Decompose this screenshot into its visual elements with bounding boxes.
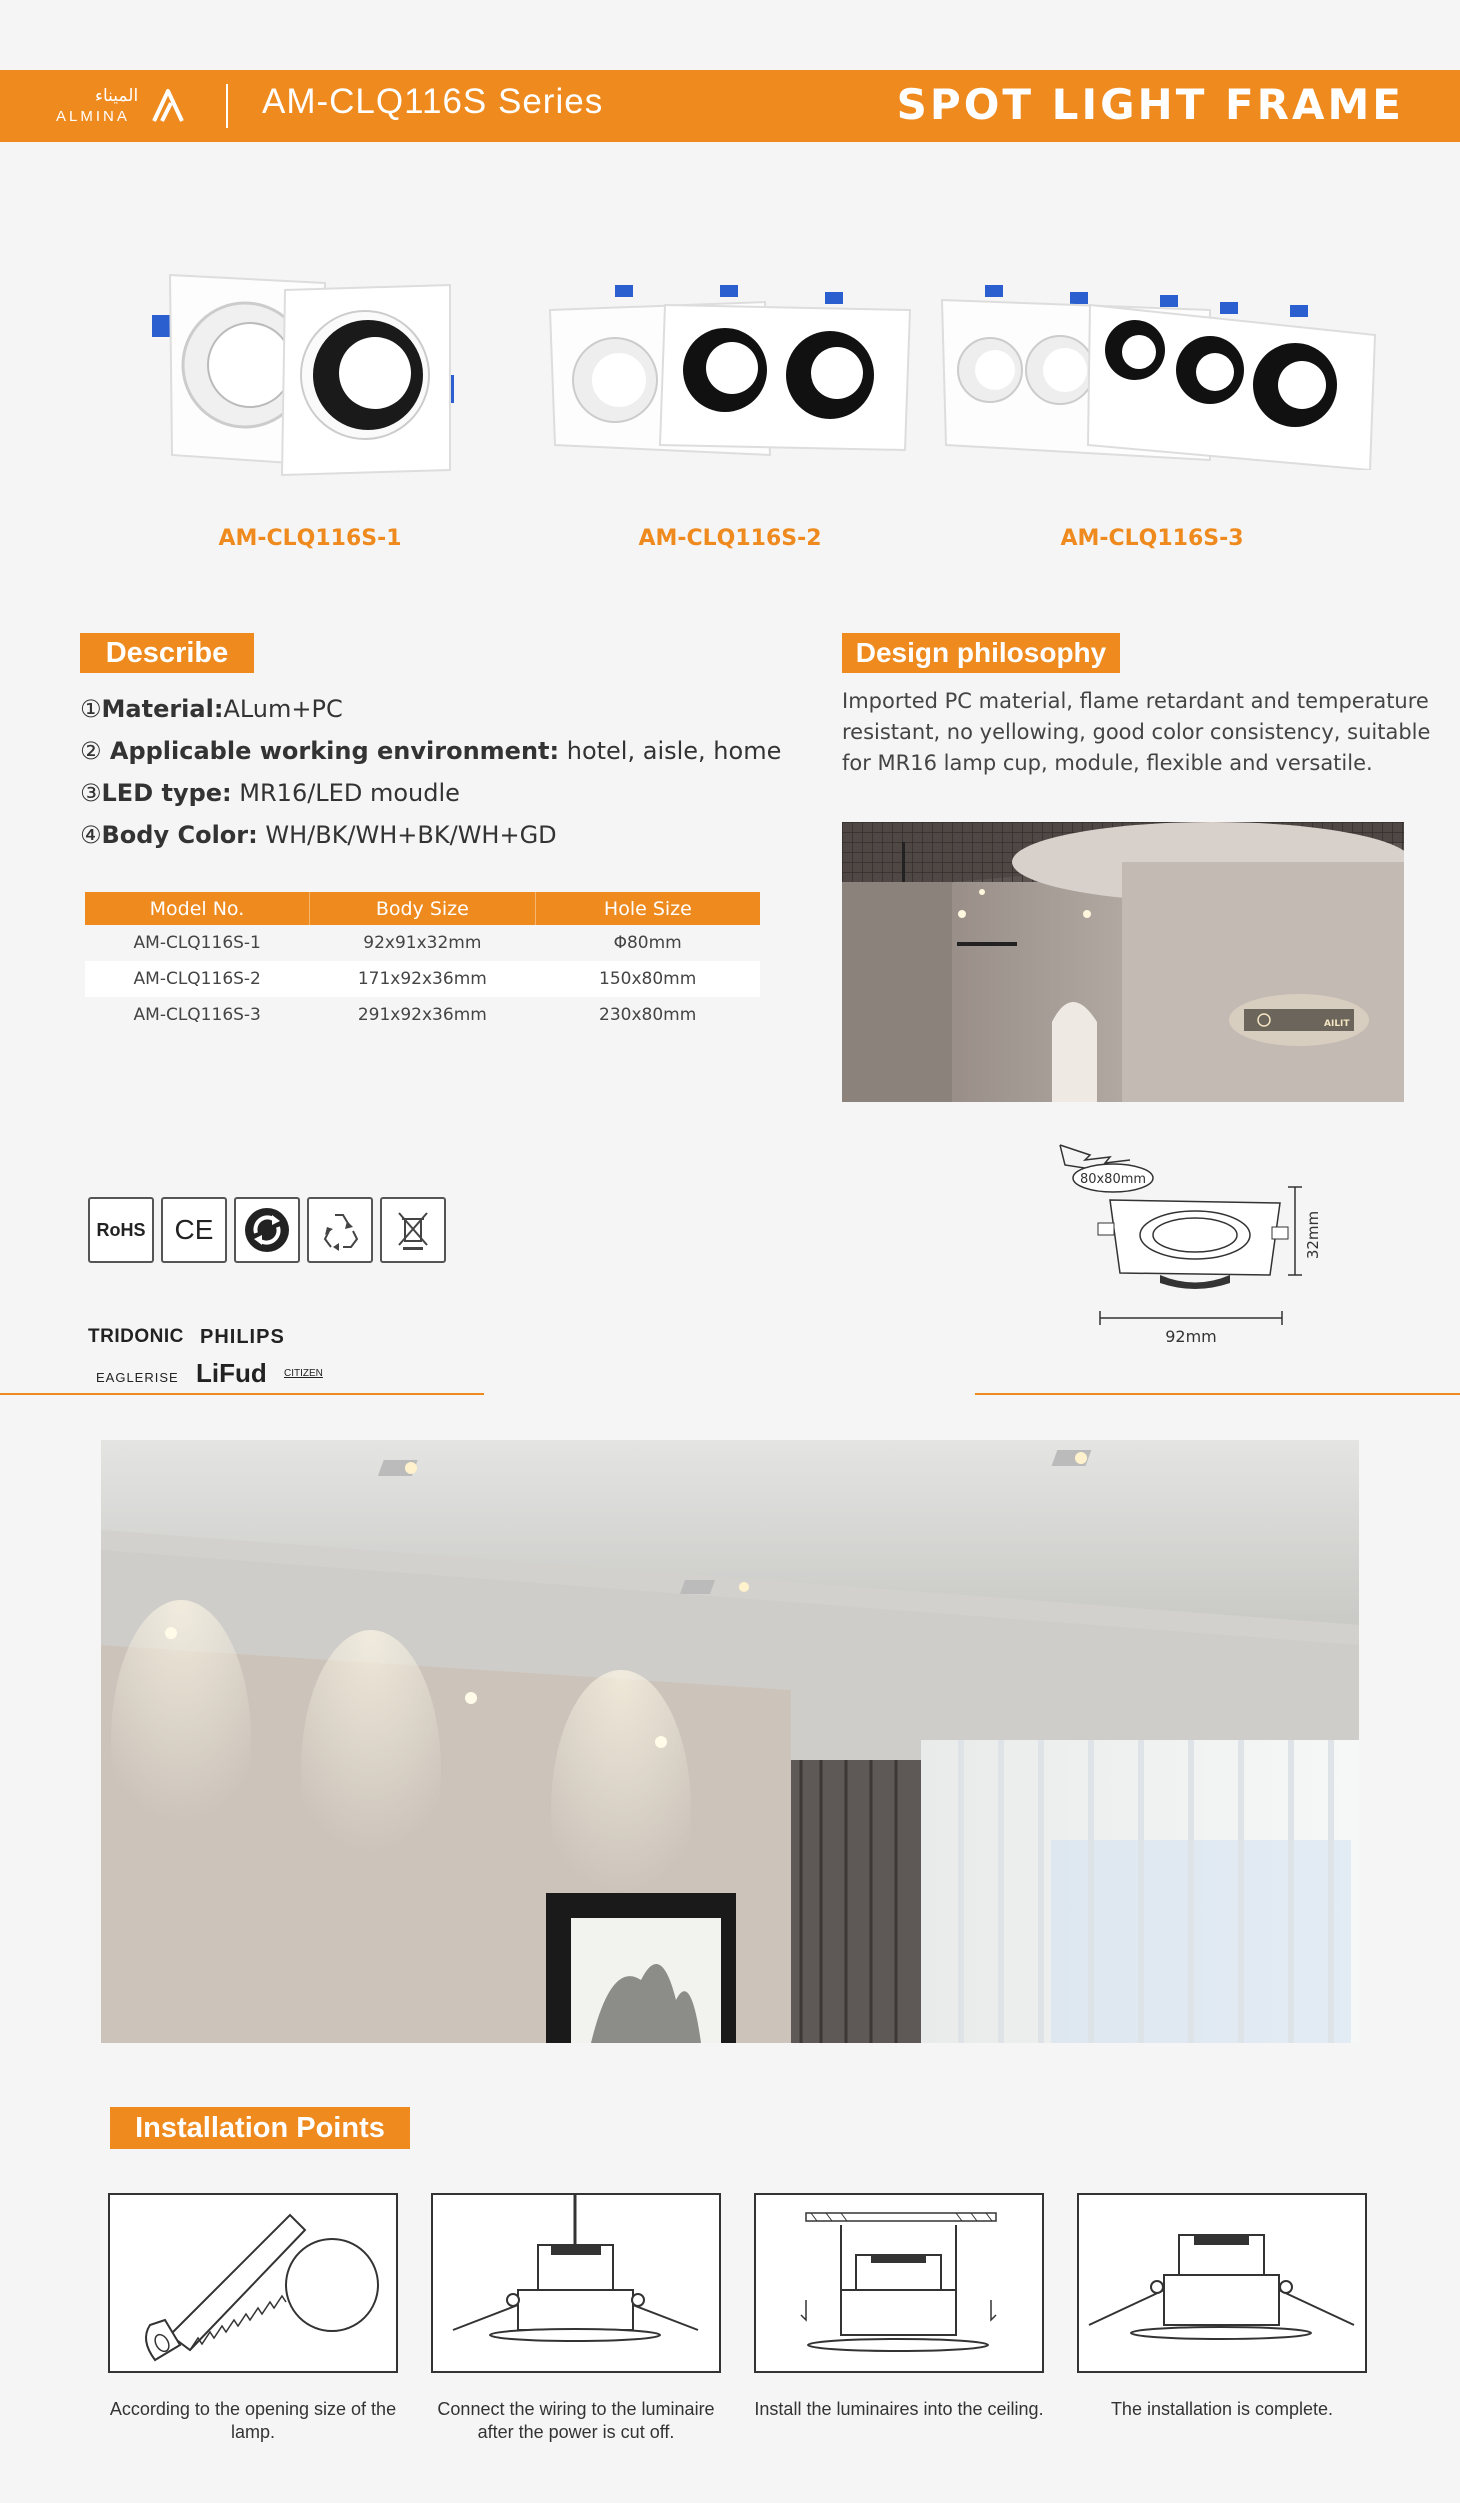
logo-arabic: الميناء bbox=[95, 86, 139, 106]
brand-tridonic: TRIDONIC bbox=[88, 1326, 184, 1347]
product-name: AM-CLQ116S-2 bbox=[638, 526, 822, 551]
brand-philips: PHILIPS bbox=[200, 1326, 285, 1348]
step-3-caption: Install the luminaires into the ceiling. bbox=[754, 2399, 1044, 2419]
divider-left bbox=[0, 1393, 484, 1395]
rohs-icon: RoHS bbox=[88, 1197, 154, 1263]
describe-item: ④Body Color: WH/BK/WH+BK/WH+GD bbox=[80, 821, 557, 849]
table-cell: AM-CLQ116S-1 bbox=[133, 933, 261, 953]
page-title: SPOT LIGHT FRAME bbox=[896, 80, 1404, 129]
table-cell: Φ80mm bbox=[613, 933, 682, 953]
recycle-icon bbox=[307, 1197, 373, 1263]
step-2-caption: Connect the wiring to the luminaire after the power is cut off. bbox=[437, 2399, 715, 2442]
ceiling-install-icon bbox=[756, 2195, 1042, 2371]
design-title: Design philosophy bbox=[842, 633, 1120, 673]
room-photo bbox=[101, 1440, 1359, 2043]
divider-right bbox=[975, 1393, 1460, 1395]
table-row bbox=[85, 925, 760, 961]
step-4-image bbox=[1077, 2193, 1367, 2373]
table-header: Hole Size bbox=[535, 892, 760, 925]
product-image-2 bbox=[545, 280, 915, 460]
product-name: AM-CLQ116S-1 bbox=[218, 526, 402, 551]
installed-icon bbox=[1079, 2195, 1365, 2371]
interior-photo bbox=[842, 822, 1404, 1102]
design-text: Imported PC material, flame retardant and temperature resistant, no yellowing, good color consistency, suitable for MR16 lamp cup, module, flexible and versatile. bbox=[842, 689, 1431, 775]
describe-title: Describe bbox=[80, 633, 254, 673]
product-image-3 bbox=[940, 280, 1380, 470]
installation-title: Installation Points bbox=[110, 2107, 410, 2149]
table-cell: 171x92x36mm bbox=[309, 961, 535, 997]
wiring-icon bbox=[433, 2195, 719, 2371]
table-cell: 92x91x32mm bbox=[363, 933, 482, 953]
table-header-row bbox=[85, 892, 760, 925]
product-image-1 bbox=[150, 265, 470, 505]
step-3-image bbox=[754, 2193, 1044, 2373]
ce-icon: CE bbox=[161, 1197, 227, 1263]
describe-item: ③LED type: MR16/LED moudle bbox=[80, 779, 460, 807]
product-name: AM-CLQ116S-3 bbox=[1060, 526, 1244, 551]
step-2-image bbox=[431, 2193, 721, 2373]
step-1-caption: According to the opening size of the lamp. bbox=[109, 2399, 397, 2442]
describe-item: ② Applicable working environment: hotel, aisle, home bbox=[80, 737, 782, 765]
describe-item: ①Material:ALum+PC bbox=[80, 695, 343, 723]
logo-text: ALMINA bbox=[56, 108, 130, 125]
table-row bbox=[85, 961, 760, 997]
saw-icon bbox=[110, 2195, 396, 2371]
sign-text: AILIT bbox=[1324, 1019, 1350, 1029]
logo-mark-icon bbox=[150, 88, 186, 124]
recycle-arrows-icon bbox=[234, 1197, 300, 1263]
table-cell: 230x80mm bbox=[599, 1005, 697, 1025]
table-row bbox=[85, 997, 760, 1033]
series-title: AM-CLQ116S Series bbox=[262, 82, 604, 121]
width-label: 92mm bbox=[1165, 1327, 1217, 1346]
step-1-image bbox=[108, 2193, 398, 2373]
step-4-caption: The installation is complete. bbox=[1110, 2399, 1334, 2419]
dimension-diagram bbox=[1050, 1135, 1340, 1350]
brand-lifud: LiFud bbox=[196, 1358, 267, 1388]
brand-eaglerise: EAGLERISE bbox=[96, 1370, 179, 1385]
height-label: 32mm bbox=[1304, 1210, 1322, 1260]
table-cell: 291x92x36mm bbox=[357, 1005, 487, 1025]
spec-table bbox=[85, 892, 760, 1033]
table-cell: AM-CLQ116S-3 bbox=[133, 1005, 261, 1025]
table-cell: AM-CLQ116S-2 bbox=[85, 961, 309, 997]
table-header: Model No. bbox=[85, 892, 309, 925]
table-header: Body Size bbox=[309, 892, 535, 925]
weee-bin-icon bbox=[380, 1197, 446, 1263]
cutout-label: 80x80mm bbox=[1079, 1172, 1147, 1187]
table-cell: 150x80mm bbox=[535, 961, 760, 997]
header-divider bbox=[226, 84, 228, 128]
brand-citizen: CITIZEN bbox=[284, 1368, 323, 1379]
